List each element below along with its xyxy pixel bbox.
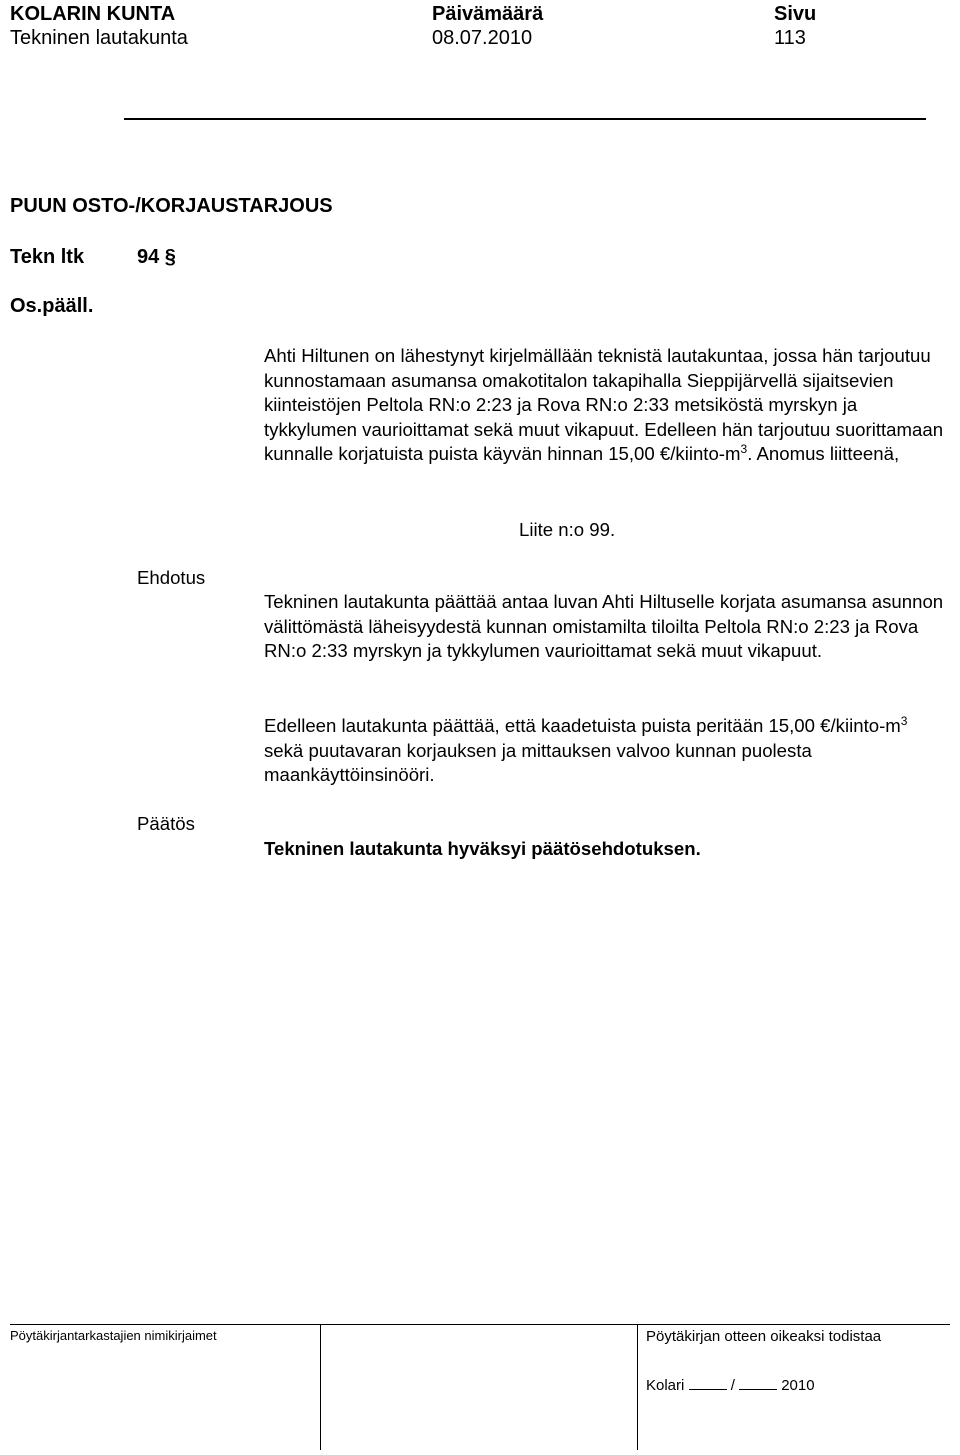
date-label: Päivämäärä <box>432 3 544 25</box>
intro-text-end: . Anomus liitteenä, <box>747 443 900 464</box>
preparer: Os.pääll. <box>10 295 94 317</box>
page-label: Sivu <box>774 3 817 25</box>
decision-label: Päätös <box>137 813 195 834</box>
place-name: Kolari <box>646 1377 685 1394</box>
date-separator: / <box>730 1377 735 1394</box>
certification-label: Pöytäkirjan otteen oikeaksi todistaa <box>646 1328 882 1345</box>
proposal-paragraph-2 <box>264 714 944 788</box>
section-ref-label: Tekn ltk <box>10 246 85 268</box>
signature-date-line <box>646 1377 815 1394</box>
day-blank <box>689 1389 727 1390</box>
proposal-label: Ehdotus <box>137 567 206 588</box>
header-rule <box>124 118 926 120</box>
proposal-paragraph-1: Tekninen lautakunta päättää antaa luvan Ahti Hiltuselle korjata asumansa asunnon välittömästä läheisyydestä kunnan omistamilta tiloilta Peltola RN:o 2:23 ja Rova RN:o 2:33 myrskyn ja tykkylumen vaurioittamat sekä muut vikapuut. <box>264 591 944 661</box>
footer-divider-right <box>637 1324 638 1450</box>
proposal-superscript: 3 <box>900 713 908 728</box>
meeting-date: 08.07.2010 <box>432 27 533 49</box>
attachment-ref: Liite n:o 99. <box>519 519 616 540</box>
proposal-text: Edelleen lautakunta päättää, että kaadetuista puista peritään 15,00 €/kiinto-m <box>264 715 901 736</box>
footer-divider-left <box>320 1324 321 1450</box>
intro-superscript: 3 <box>740 441 748 456</box>
org-name: KOLARIN KUNTA <box>10 3 176 25</box>
decision-text: Tekninen lautakunta hyväksyi päätösehdotuksen. <box>264 838 701 859</box>
intro-text: Ahti Hiltunen on lähestynyt kirjelmällään teknistä lautakuntaa, jossa hän tarjoutuu kunnostamaan asumansa omakotitalon takapihalla Sieppijärvellä sijaitsevien kiinteistöjen Peltola RN:o 2:23 ja Rova RN:o 2:33 metsiköstä myrskyn ja tykkylumen vaurioittamat sekä muut vikapuut. Edelleen hän tarjoutuu suorittamaan kunnalle korjatuista puista käyvän hinnan 15,00 €/kiinto-m <box>264 345 944 464</box>
page-number: 113 <box>774 27 806 49</box>
committee-name: Tekninen lautakunta <box>10 27 188 49</box>
month-blank <box>739 1389 777 1390</box>
section-number: 94 § <box>137 246 176 268</box>
intro-paragraph <box>264 344 944 467</box>
inspector-initials-label: Pöytäkirjantarkastajien nimikirjaimet <box>10 1328 217 1343</box>
footer-rule <box>10 1324 950 1325</box>
document-title: PUUN OSTO-/KORJAUSTARJOUS <box>10 195 333 217</box>
year: 2010 <box>781 1377 815 1394</box>
proposal-text-end: sekä puutavaran korjauksen ja mittauksen valvoo kunnan puolesta maankäyttöinsinööri. <box>264 739 812 785</box>
